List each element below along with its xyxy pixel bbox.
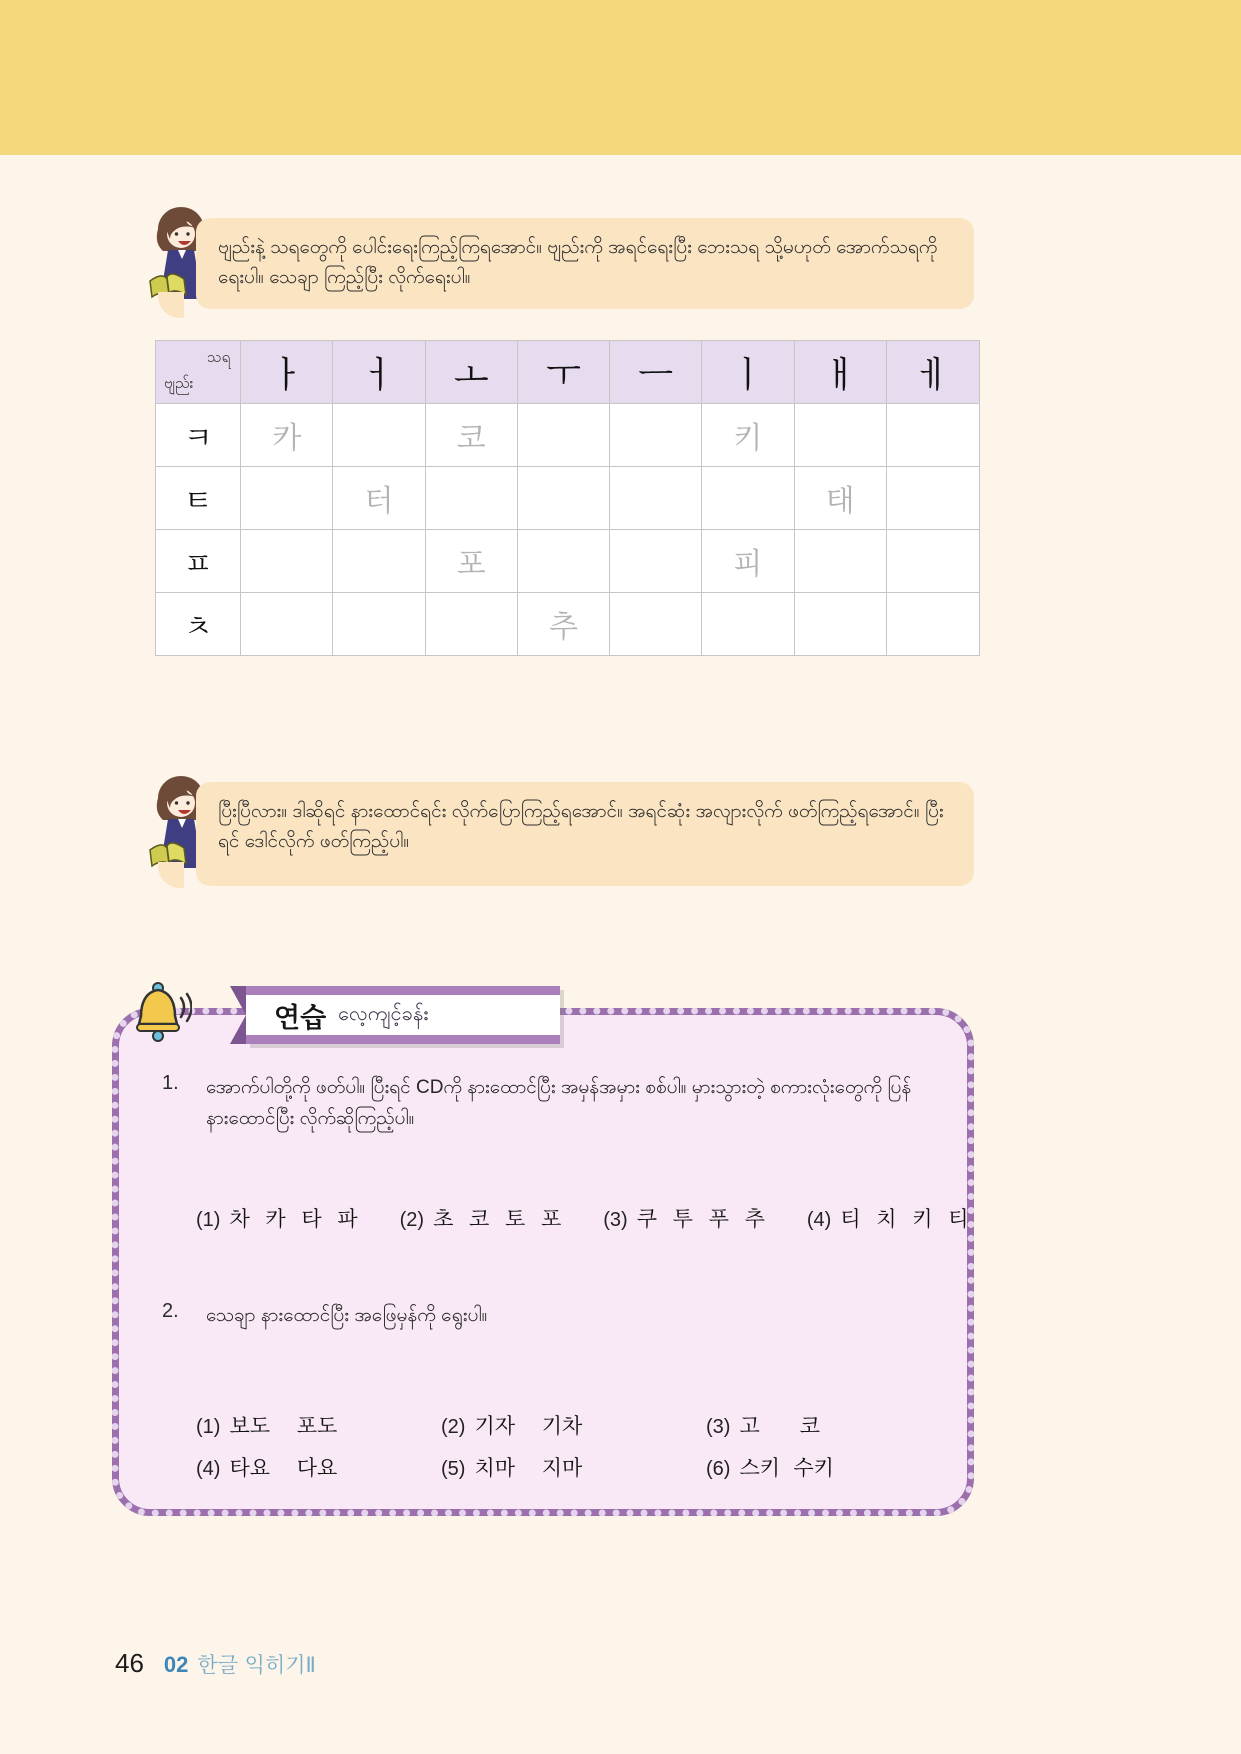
page-number: 46 bbox=[115, 1648, 144, 1678]
syllable-cell[interactable] bbox=[517, 530, 609, 593]
syllable-cell[interactable]: 태 bbox=[794, 467, 886, 530]
item-syllables: 쿠 투 푸 추 bbox=[636, 1207, 765, 1231]
item-label: (1) bbox=[196, 1209, 221, 1231]
exercise-item[interactable] bbox=[441, 1452, 706, 1482]
syllable-cell[interactable] bbox=[886, 593, 979, 656]
item-label: (3) bbox=[603, 1209, 628, 1231]
vowel-header: ㅡ bbox=[610, 341, 702, 404]
syllable-cell[interactable] bbox=[333, 530, 425, 593]
syllable-cell[interactable] bbox=[610, 530, 702, 593]
syllable-cell[interactable] bbox=[610, 404, 702, 467]
consonant-cell: ㅊ bbox=[156, 593, 241, 656]
speech-bubble-2-text: ပြီးပြီလား။ ဒါဆိုရင် နားထောင်ရင်း လိုက်ပြောကြည့်ရအောင်။ အရင်ဆုံး အလျားလိုက် ဖတ်ကြည့်ရအောင်။ ပြီးရင် ဒေါင်လိုက် ဖတ်ကြည့်ပါ။ bbox=[218, 801, 944, 853]
syllable-cell[interactable] bbox=[425, 467, 517, 530]
vowel-header: ㅐ bbox=[794, 341, 886, 404]
exercise-item[interactable] bbox=[196, 1410, 441, 1440]
item-label: (3) bbox=[706, 1416, 731, 1438]
corner-vowel-label: သရ bbox=[207, 349, 231, 366]
item-label: (6) bbox=[706, 1458, 731, 1480]
vowel-header: ㅗ bbox=[425, 341, 517, 404]
syllable-cell[interactable] bbox=[794, 404, 886, 467]
exercise-1-number: 1. bbox=[162, 1072, 179, 1094]
exercise-item[interactable] bbox=[196, 1203, 358, 1233]
exercise-item[interactable] bbox=[400, 1203, 562, 1233]
speech-bubble-1-text: ဗျည်းနဲ့ သရတွေကို ပေါင်းရေးကြည့်ကြရအောင်။ ဗျည်းကို အရင်ရေးပြီး ဘေးသရ သို့မဟုတ် အောက်သရကို ရေးပါ။ သေချာ ကြည့်ပြီး လိုက်ရေးပါ။ bbox=[218, 237, 938, 289]
syllable-cell[interactable]: 피 bbox=[702, 530, 794, 593]
syllable-cell[interactable] bbox=[886, 404, 979, 467]
practice-header-ribbon bbox=[246, 986, 560, 1044]
syllable-cell[interactable] bbox=[702, 467, 794, 530]
speech-bubble-2 bbox=[196, 782, 974, 886]
chapter-title: 한글 익히기Ⅱ bbox=[197, 1653, 316, 1677]
syllable-cell[interactable] bbox=[702, 593, 794, 656]
vowel-header: ㅜ bbox=[517, 341, 609, 404]
item-syllables: 초 코 토 포 bbox=[433, 1207, 562, 1231]
table-row bbox=[156, 593, 980, 656]
item-label: (5) bbox=[441, 1458, 466, 1480]
syllable-cell[interactable] bbox=[241, 467, 333, 530]
exercise-item[interactable] bbox=[807, 1203, 969, 1233]
consonant-cell: ㅋ bbox=[156, 404, 241, 467]
item-word-pair: 스키 수키 bbox=[739, 1456, 834, 1480]
syllable-cell[interactable] bbox=[425, 593, 517, 656]
exercise-2-number: 2. bbox=[162, 1300, 179, 1322]
item-syllables: 티 치 키 티 bbox=[840, 1207, 969, 1231]
practice-title-korean: 연습 bbox=[274, 1002, 327, 1034]
exercise-2 bbox=[162, 1300, 962, 1331]
syllable-cell[interactable]: 포 bbox=[425, 530, 517, 593]
item-label: (2) bbox=[399, 1209, 425, 1231]
exercise-1-items bbox=[196, 1203, 969, 1233]
exercise-2-items bbox=[196, 1410, 926, 1482]
syllable-cell[interactable] bbox=[333, 404, 425, 467]
item-word-pair: 고 코 bbox=[739, 1414, 821, 1438]
table-row bbox=[156, 467, 980, 530]
item-word-pair: 타요 다요 bbox=[229, 1456, 338, 1480]
speech-bubble-1 bbox=[196, 218, 974, 309]
syllable-cell[interactable]: 코 bbox=[425, 404, 517, 467]
top-color-band bbox=[0, 0, 1241, 155]
exercise-2-instruction: သေချာ နားထောင်ပြီး အဖြေမှန်ကို ရွေးပါ။ bbox=[206, 1305, 488, 1326]
exercise-item[interactable] bbox=[603, 1203, 765, 1233]
item-label: (2) bbox=[441, 1416, 466, 1438]
speech-bubble-tail bbox=[158, 862, 184, 888]
exercise-item[interactable] bbox=[706, 1452, 926, 1482]
practice-title-burmese: လေ့ကျင့်ခန်း bbox=[338, 1003, 429, 1025]
exercise-item[interactable] bbox=[196, 1452, 441, 1482]
vowel-header: ㅣ bbox=[702, 341, 794, 404]
syllable-cell[interactable]: 키 bbox=[702, 404, 794, 467]
chapter-info bbox=[164, 1649, 316, 1679]
syllable-cell[interactable] bbox=[886, 530, 979, 593]
syllable-cell[interactable] bbox=[794, 593, 886, 656]
item-word-pair: 치마 지마 bbox=[474, 1456, 583, 1480]
exercise-1-instruction: အောက်ပါတို့ကို ဖတ်ပါ။ ပြီးရင် CDကို နားထောင်ပြီး အမှန်အမှား စစ်ပါ။ မှားသွားတဲ့ စကားလုံးတွေကို ပြန်နားထောင်ပြီး လိုက်ဆိုကြည့်ပါ။ bbox=[206, 1077, 912, 1130]
vowel-header: ㅔ bbox=[886, 341, 979, 404]
syllable-cell[interactable] bbox=[241, 593, 333, 656]
chapter-number: 02 bbox=[163, 1652, 189, 1677]
bell-icon bbox=[132, 980, 192, 1044]
table-row bbox=[156, 530, 980, 593]
item-word-pair: 기자 기차 bbox=[474, 1414, 583, 1438]
corner-consonant-label: ဗျည်း bbox=[164, 375, 194, 392]
exercise-item[interactable] bbox=[441, 1410, 706, 1440]
vowel-header: ㅏ bbox=[241, 341, 333, 404]
syllable-cell[interactable] bbox=[610, 467, 702, 530]
syllable-cell[interactable] bbox=[610, 593, 702, 656]
syllable-cell[interactable] bbox=[517, 467, 609, 530]
page-footer bbox=[115, 1648, 316, 1679]
syllable-cell[interactable] bbox=[794, 530, 886, 593]
syllable-cell[interactable] bbox=[241, 530, 333, 593]
syllable-cell[interactable] bbox=[517, 404, 609, 467]
item-label: (4) bbox=[806, 1209, 832, 1231]
consonant-cell: ㅍ bbox=[156, 530, 241, 593]
table-corner-cell bbox=[156, 341, 241, 404]
syllable-cell[interactable]: 터 bbox=[333, 467, 425, 530]
item-label: (4) bbox=[196, 1458, 221, 1480]
item-word-pair: 보도 포도 bbox=[229, 1414, 338, 1438]
exercise-item[interactable] bbox=[706, 1410, 926, 1440]
table-header-row bbox=[156, 341, 980, 404]
syllable-cell[interactable] bbox=[886, 467, 979, 530]
table-row bbox=[156, 404, 980, 467]
item-label: (1) bbox=[196, 1416, 221, 1438]
ribbon-fold bbox=[230, 986, 246, 1044]
syllable-cell[interactable] bbox=[333, 593, 425, 656]
syllable-cell[interactable]: 카 bbox=[241, 404, 333, 467]
item-syllables: 차 카 타 파 bbox=[229, 1207, 358, 1231]
syllable-table bbox=[155, 340, 980, 656]
syllable-cell[interactable]: 추 bbox=[517, 593, 609, 656]
vowel-header: ㅓ bbox=[333, 341, 425, 404]
exercise-1 bbox=[162, 1072, 962, 1135]
consonant-cell: ㅌ bbox=[156, 467, 241, 530]
